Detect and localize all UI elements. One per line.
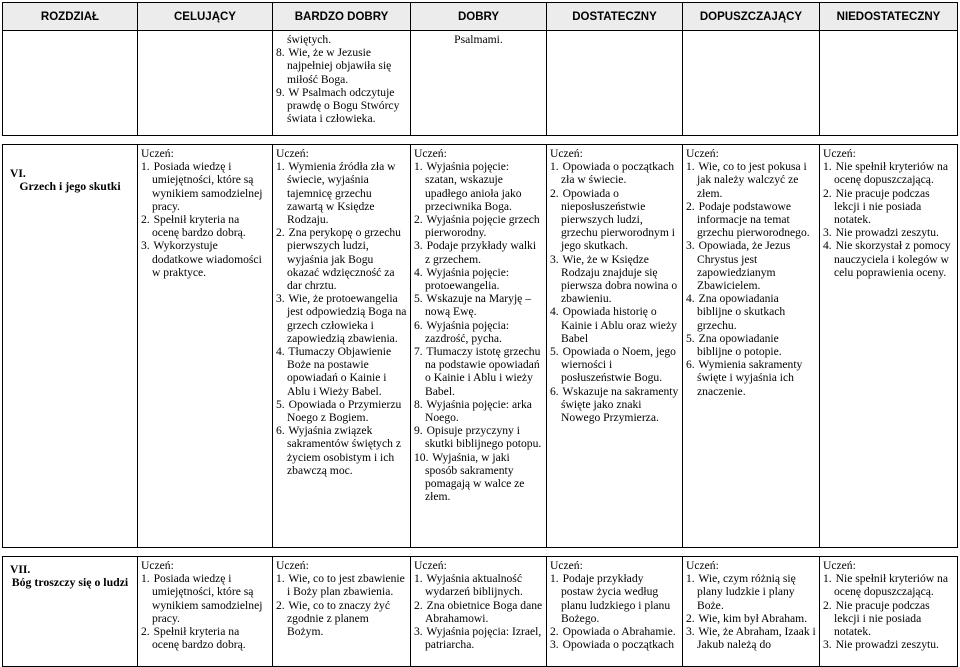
- student-label: Uczeń:: [823, 147, 856, 160]
- criterion-number: 2.: [686, 611, 695, 625]
- criterion-text: Wie, czym różnią się plany ludzkie i plany Boże.: [697, 572, 796, 612]
- criterion-text: Wie, co to znaczy żyć zgodnie z planem Bożym.: [287, 598, 390, 639]
- criterion-item: [550, 253, 679, 306]
- criterion-text: Wie, że protoewangelia jest odpowiedzią Boga na grzech człowieka i zapowiedzią zbawienia.: [287, 292, 407, 345]
- section-row-vii: [3, 557, 958, 667]
- criterion-number: 3.: [414, 239, 423, 253]
- criterion-item: [686, 160, 816, 200]
- criterion-text: Nie prowadzi zeszytu.: [835, 226, 939, 240]
- criterion-text: Zna perykopę o grzechu pierwszych ludzi, wyjaśnia jak Bogu okazać wdzięczność za dar chrztu.: [287, 226, 401, 293]
- student-label: Uczeń:: [141, 147, 174, 160]
- bardzo-dobry-cell: [273, 557, 411, 667]
- criterion-number: 1.: [686, 160, 695, 174]
- criterion-number: 3.: [823, 226, 832, 240]
- criterion-item: [276, 292, 407, 345]
- criterion-item: [686, 200, 816, 240]
- bardzo-dobry-cell: [273, 145, 411, 548]
- criterion-text: Podaje przykłady walki z grzechem.: [425, 239, 537, 266]
- criterion-number: 9.: [414, 424, 423, 438]
- criterion-text: Wie, co to jest pokusa i jak należy walczyć ze złem.: [697, 160, 807, 200]
- continuation-bardzo-dobry-cell: [273, 31, 411, 136]
- criterion-number: 6.: [550, 384, 559, 398]
- criterion-number: 1.: [276, 160, 285, 174]
- criterion-number: 3.: [686, 625, 695, 639]
- criterion-number: 8.: [276, 46, 285, 60]
- continuation-niedostateczny-cell: [820, 31, 958, 136]
- criterion-text: Wyjaśnia pojęcie grzech pierworodny.: [425, 213, 540, 240]
- criterion-number: 8.: [414, 397, 423, 411]
- criterion-text: Wyjaśnia pojęcie: arka Noego.: [425, 397, 532, 425]
- criterion-item: [686, 332, 816, 358]
- criterion-number: 2.: [414, 213, 423, 227]
- celujacy-cell: [138, 557, 273, 667]
- criterion-text: Wykorzystuje dodatkowe wiadomości w praktyce.: [152, 239, 262, 279]
- criterion-item: [276, 572, 407, 598]
- criterion-number: 2.: [141, 625, 150, 639]
- continuation-dopuszczajacy-cell: [683, 31, 820, 136]
- criterion-text: W Psalmach odczytuje prawdę o Bogu Stwórcy świata i człowieka.: [287, 85, 400, 126]
- criterion-text: Wyjaśnia pojęcia: zazdrość, pycha.: [425, 318, 510, 345]
- criterion-number: 10.: [414, 450, 429, 464]
- criterion-number: 3.: [414, 625, 423, 639]
- criterion-number: 2.: [823, 186, 832, 200]
- criterion-text: Opowiada o początkach: [562, 638, 674, 652]
- criterion-text: Opowiada o nieposłuszeństwie pierwszych ludzi, grzechu pierworodnym i jego skutkach.: [561, 186, 675, 253]
- criterion-text: Wie, co to jest zbawienie i Boży plan zbawienia.: [287, 572, 405, 599]
- criterion-text: Wyjaśnia pojęcia: Izrael, patriarcha.: [425, 625, 542, 652]
- criterion-text: Spełnił kryteria na ocenę bardzo dobrą.: [152, 625, 246, 652]
- criterion-text: Wyjaśnia pojęcie: szatan, wskazuje upadłego anioła jako przeciwnika Boga.: [425, 160, 522, 213]
- criterion-item: [550, 638, 679, 651]
- criterion-number: 6.: [276, 424, 285, 438]
- student-label: Uczeń:: [823, 559, 856, 572]
- criterion-text: Opowiada o Przymierzu Noego z Bogiem.: [287, 397, 402, 425]
- criterion-number: 1.: [550, 160, 559, 174]
- criterion-text: Wymienia źródła zła w świecie, wyjaśnia tajemnicę grzechu zawartą w Księdze Rodzaju.: [287, 160, 396, 227]
- dobry-cell: [411, 557, 547, 667]
- criterion-text: Zna opowiadania biblijne o skutkach grzechu.: [697, 292, 786, 332]
- criterion-text: Opowiada o Noem, jego wierności i posłuszeństwie Bogu.: [561, 345, 676, 385]
- criterion-number: 1.: [276, 572, 285, 586]
- criterion-text: Wyjaśnia związek sakramentów świętych z życiem osobistym i ich zbawczą moc.: [287, 424, 401, 477]
- continuation-dostateczny-cell: [547, 31, 683, 136]
- student-label: Uczeń:: [686, 147, 719, 160]
- criterion-text: Posiada wiedzę i umiejętności, które są wynikiem samodzielnej pracy.: [152, 572, 263, 625]
- section-number: VI.: [10, 167, 26, 180]
- criterion-item: [414, 345, 543, 398]
- criterion-item: [414, 572, 543, 598]
- criterion-item: [414, 213, 543, 239]
- criterion-text: Wie, że Abraham, Izaak i Jakub należą do: [697, 625, 816, 652]
- criterion-text: Zna opowiadanie biblijne o potopie.: [697, 331, 782, 359]
- criterion-number: 1.: [141, 160, 150, 174]
- criterion-text: Nie spełnił kryteriów na ocenę dopuszczającą.: [834, 572, 948, 599]
- criterion-item: [276, 345, 407, 398]
- dostateczny-cell: [547, 145, 683, 548]
- criterion-number: 2.: [686, 199, 695, 213]
- dobry-cell: [411, 145, 547, 548]
- criterion-text: Podaje przykłady postaw życia według planu ludzkiego i planu Bożego.: [561, 572, 671, 625]
- criterion-number: 2.: [276, 226, 285, 240]
- criterion-number: 5.: [686, 331, 695, 345]
- student-label: Uczeń:: [550, 147, 583, 160]
- criterion-item: [550, 572, 679, 625]
- criterion-text: Wskazuje na Maryję – nową Ewę.: [425, 292, 532, 319]
- criterion-item: [686, 358, 816, 398]
- criterion-item: [823, 226, 954, 239]
- header-rozdzial: ROZDZIAŁ: [3, 3, 138, 31]
- criterion-item: [414, 625, 543, 651]
- criterion-item: [276, 160, 407, 226]
- criterion-text: Wyjaśnia, w jaki sposób sakramenty pomagają w walce ze złem.: [425, 450, 525, 504]
- criterion-number: 1.: [141, 572, 150, 586]
- header-bardzo-dobry: BARDZO DOBRY: [273, 3, 411, 31]
- criterion-number: 4.: [686, 292, 695, 306]
- criterion-item: [823, 638, 954, 651]
- spacer-row-2: [3, 548, 958, 557]
- criterion-item: [414, 160, 543, 213]
- continuation-row: [3, 31, 958, 136]
- section-row-vi: [3, 145, 958, 548]
- criterion-number: 1.: [823, 572, 832, 586]
- criterion-text: Nie pracuje podczas lekcji i nie posiada notatek.: [834, 186, 930, 227]
- niedostateczny-cell: [820, 145, 958, 548]
- criterion-item: [141, 160, 269, 213]
- criterion-text: Opowiada historię o Kainie i Ablu oraz wieży Babel: [561, 305, 677, 345]
- student-label: Uczeń:: [686, 559, 719, 572]
- criterion-number: 2.: [550, 186, 559, 200]
- criterion-item: [276, 599, 407, 639]
- criterion-item: [141, 625, 269, 651]
- criterion-text: Wyjaśnia pojęcie: protoewangelia.: [425, 265, 510, 293]
- criterion-number: 2.: [141, 213, 150, 227]
- criterion-number: 2.: [414, 598, 423, 612]
- section-cell-vii: [3, 557, 138, 667]
- criterion-item: [276, 424, 407, 477]
- criterion-item: [141, 239, 269, 279]
- criterion-item: [276, 398, 407, 424]
- criterion-text: Tłumaczy Objawienie Boże na postawie opowiadań o Kainie i Ablu i Wieży Babel.: [287, 345, 392, 398]
- student-label: Uczeń:: [276, 559, 309, 572]
- criterion-text: Opowiada o Abrahamie.: [562, 625, 676, 639]
- criterion-item: [414, 266, 543, 292]
- section-number: VII.: [10, 563, 31, 576]
- criterion-item: [823, 160, 954, 186]
- criterion-item: [686, 572, 816, 612]
- criterion-item: [686, 292, 816, 332]
- header-dostateczny: DOSTATECZNY: [547, 3, 683, 31]
- criterion-item: [823, 239, 954, 279]
- grading-table: [2, 2, 958, 667]
- criterion-number: 1.: [823, 160, 832, 174]
- continuation-dobry-cell: [411, 31, 547, 136]
- section-title: Bóg troszczy się o ludzi: [11, 575, 129, 590]
- student-label: Uczeń:: [276, 147, 309, 160]
- criterion-text: Spełnił kryteria na ocenę bardzo dobrą.: [152, 213, 246, 240]
- criterion-text: Nie pracuje podczas lekcji i nie posiada notatek.: [834, 598, 930, 639]
- criterion-text: Nie skorzystał z pomocy nauczyciela i kolegów w celu poprawienia oceny.: [834, 239, 951, 279]
- criterion-number: 4.: [550, 305, 559, 319]
- criterion-text: świętych.: [287, 33, 332, 46]
- header-niedostateczny: NIEDOSTATECZNY: [820, 3, 958, 31]
- dopuszczajacy-cell: [683, 557, 820, 667]
- student-label: Uczeń:: [550, 559, 583, 572]
- continuation-dobry-text: Psalmami.: [454, 33, 503, 46]
- criterion-item: [414, 424, 543, 450]
- criterion-item: [276, 226, 407, 292]
- header-celujacy: CELUJĄCY: [138, 3, 273, 31]
- criterion-item: [686, 239, 816, 292]
- criterion-text: Wymienia sakramenty święte i wyjaśnia ich znaczenie.: [697, 358, 803, 398]
- section-cell-vi: [3, 145, 138, 548]
- criterion-item: [686, 625, 816, 651]
- criterion-item: [141, 213, 269, 239]
- criterion-item: [823, 572, 954, 598]
- criterion-item: [550, 305, 679, 345]
- criterion-number: 2.: [550, 625, 559, 639]
- criterion-item: [141, 572, 269, 625]
- criterion-number: 9.: [276, 85, 285, 99]
- criterion-text: Posiada wiedzę i umiejętności, które są wynikiem samodzielnej pracy.: [152, 160, 263, 213]
- celujacy-cell: [138, 145, 273, 548]
- header-dopuszczajacy: DOPUSZCZAJĄCY: [683, 3, 820, 31]
- criterion-item: [414, 398, 543, 424]
- criterion-item: [823, 187, 954, 227]
- criterion-number: 5.: [550, 345, 559, 359]
- criterion-number: 3.: [686, 239, 695, 253]
- continuation-section-cell: [3, 31, 138, 136]
- criterion-text: Wskazuje na sakramenty święte jako znaki Nowego Przymierza.: [561, 384, 679, 425]
- criterion-item: [550, 345, 679, 385]
- criterion-number: 1.: [550, 572, 559, 586]
- criterion-text: Opowiada, że Jezus Chrystus jest zapowiedzianym Zbawicielem.: [697, 239, 791, 293]
- criterion-item: [276, 46, 407, 86]
- dopuszczajacy-cell: [683, 145, 820, 548]
- criterion-item: [414, 239, 543, 265]
- criterion-text: Opowiada o początkach zła w świecie.: [561, 160, 674, 187]
- student-label: Uczeń:: [414, 147, 447, 160]
- header-dobry: DOBRY: [411, 3, 547, 31]
- criterion-number: 1.: [414, 160, 423, 174]
- criterion-text: Zna obietnice Boga dane Abrahamowi.: [425, 598, 543, 625]
- criterion-text: Wie, kim był Abraham.: [698, 611, 808, 625]
- header-row: [3, 3, 958, 31]
- criterion-number: 4.: [414, 265, 423, 279]
- spacer-row-1: [3, 136, 958, 145]
- criterion-text: Podaje podstawowe informacje na temat grzechu pierworodnego.: [697, 199, 810, 240]
- dostateczny-cell: [547, 557, 683, 667]
- criterion-number: 3.: [823, 638, 832, 652]
- criterion-number: 2.: [823, 598, 832, 612]
- criterion-number: 5.: [414, 292, 423, 306]
- criterion-number: 3.: [276, 292, 285, 306]
- criterion-item: [276, 33, 407, 46]
- criterion-text: Opisuje przyczyny i skutki biblijnego potopu.: [425, 424, 542, 451]
- section-title: Grzech i jego skutki: [19, 179, 121, 194]
- criterion-item: [414, 292, 543, 318]
- criterion-number: 2.: [276, 598, 285, 612]
- criterion-item: [550, 160, 679, 186]
- criterion-item: [414, 451, 543, 504]
- criterion-item: [550, 385, 679, 425]
- grading-criteria-document: [2, 2, 957, 652]
- criterion-item: [823, 599, 954, 639]
- criterion-text: Nie spełnił kryteriów na ocenę dopuszczającą.: [834, 160, 948, 187]
- criterion-item: [686, 612, 816, 625]
- criterion-item: [414, 599, 543, 625]
- criterion-number: 4.: [823, 239, 832, 253]
- criterion-number: 1.: [414, 572, 423, 586]
- student-label: Uczeń:: [141, 559, 174, 572]
- student-label: Uczeń:: [414, 559, 447, 572]
- criterion-item: [550, 187, 679, 253]
- niedostateczny-cell: [820, 557, 958, 667]
- criterion-text: Wie, że w Księdze Rodzaju znajduje się pierwsza dobra nowina o zbawieniu.: [561, 252, 678, 306]
- criterion-text: Wie, że w Jezusie najpełniej objawiła się miłość Boga.: [287, 46, 392, 86]
- criterion-number: 4.: [276, 345, 285, 359]
- criterion-number: 6.: [414, 318, 423, 332]
- criterion-number: 3.: [550, 638, 559, 652]
- criterion-number: 3.: [550, 252, 559, 266]
- criterion-item: [276, 86, 407, 126]
- criterion-number: 1.: [686, 572, 695, 586]
- criterion-text: Nie prowadzi zeszytu.: [835, 638, 939, 652]
- criterion-number: 3.: [141, 239, 150, 253]
- criterion-item: [550, 625, 679, 638]
- criterion-text: Tłumaczy istotę grzechu na podstawie opowiadań o Kainie i Ablu i wieży Babel.: [425, 345, 541, 398]
- continuation-celujacy-cell: [138, 31, 273, 136]
- criterion-number: 5.: [276, 397, 285, 411]
- criterion-item: [414, 319, 543, 345]
- criterion-number: 6.: [686, 358, 695, 372]
- criterion-text: Wyjaśnia aktualność wydarzeń biblijnych.: [425, 572, 523, 599]
- criterion-number: 7.: [414, 345, 423, 359]
